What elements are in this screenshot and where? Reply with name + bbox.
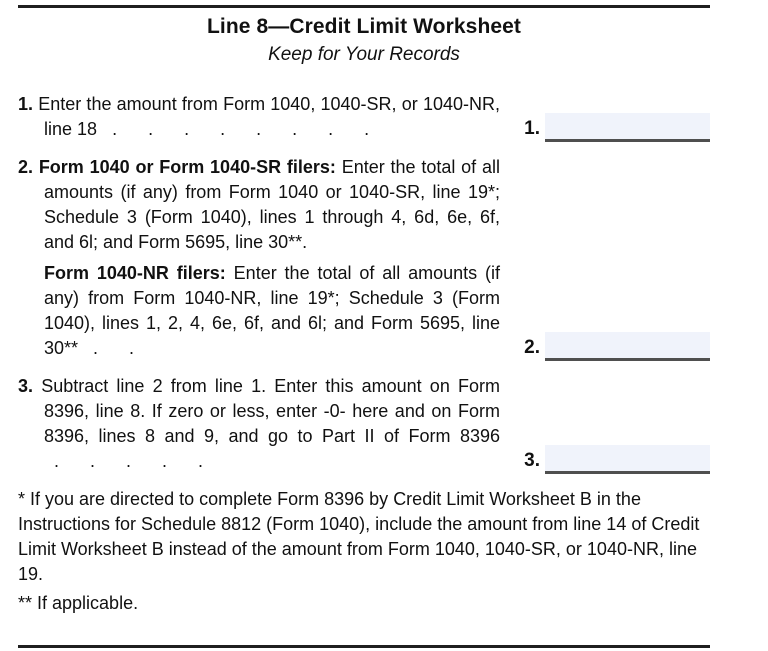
- line-1-paragraph: [18, 92, 500, 142]
- line-2-text-column: [18, 155, 500, 361]
- line-2-1040nr-filers-lead: Form 1040-NR filers:: [44, 263, 226, 283]
- line-1-amount-input[interactable]: [545, 113, 710, 142]
- line-2-paragraph-1040nr: [18, 261, 500, 361]
- line-3-text-column: [18, 374, 500, 474]
- line-1-answer-label: 1.: [524, 118, 540, 139]
- line-1-leader-dots: . . . . . . . .: [112, 119, 370, 139]
- line-3-paragraph: [18, 374, 500, 474]
- bottom-rule: [18, 645, 710, 648]
- line-3-text: Subtract line 2 from line 1. Enter this amount on Form 8396, line 8. If zero or less, enter -0- here and on Form 8396, lines 8 and 9, and go to Part II of Form 8396: [41, 376, 500, 446]
- footnotes: [18, 487, 710, 616]
- worksheet-line-3: [18, 374, 710, 474]
- line-3-leader-dots: . . . . .: [54, 451, 204, 471]
- line-1-text-column: [18, 92, 500, 142]
- line-2-1040-filers-lead: Form 1040 or Form 1040-SR filers:: [38, 157, 336, 177]
- line-2-paragraph-1040: [18, 155, 500, 255]
- worksheet-body: [18, 92, 710, 474]
- line-2-answer-label: 2.: [524, 337, 540, 358]
- footnote-asterisk: * If you are directed to complete Form 8396 by Credit Limit Worksheet B in the Instructions for Schedule 8812 (Form 1040), include the amount from line 14 of Credit Limit Worksheet B instead of the amount from Form 1040, 1040-SR, or 1040-NR, line 19.: [18, 489, 700, 584]
- line-2-1040nr-filers-text: Enter the total of all amounts (if any) from Form 1040-NR, line 19*; Schedule 3 (Form 1040), lines 1, 2, 4, 6e, 6f, and 6l; and Form 5695, line 30**: [44, 263, 500, 358]
- top-rule: [18, 5, 710, 8]
- line-1-number: 1.: [18, 94, 34, 114]
- line-1-text: Enter the amount from Form 1040, 1040-SR, or 1040-NR, line 18: [38, 94, 500, 139]
- line-3-answer-column: [500, 445, 710, 474]
- worksheet-subtitle: Keep for Your Records: [268, 44, 460, 65]
- worksheet-title: Line 8—Credit Limit Worksheet: [206, 15, 522, 38]
- line-3-amount-input[interactable]: [545, 445, 710, 474]
- worksheet-line-2: [18, 155, 710, 361]
- line-3-number: 3.: [18, 376, 34, 396]
- line-2-leader-dots: . .: [93, 338, 135, 358]
- line-2-amount-input[interactable]: [545, 332, 710, 361]
- line-2-number: 2.: [18, 157, 34, 177]
- line-3-answer-label: 3.: [524, 450, 540, 471]
- worksheet-line-1: [18, 92, 710, 142]
- line-1-answer-column: [500, 113, 710, 142]
- line-2-answer-column: [500, 332, 710, 361]
- line-2-1040-filers-text: Enter the total of all amounts (if any) from Form 1040 or 1040-SR, line 19*; Schedule 3 (Form 1040), lines 1 through 4, 6d, 6e, 6f, and 6l; and Form 5695, line 30**.: [44, 157, 500, 252]
- footnote-double-asterisk: ** If applicable.: [18, 593, 139, 613]
